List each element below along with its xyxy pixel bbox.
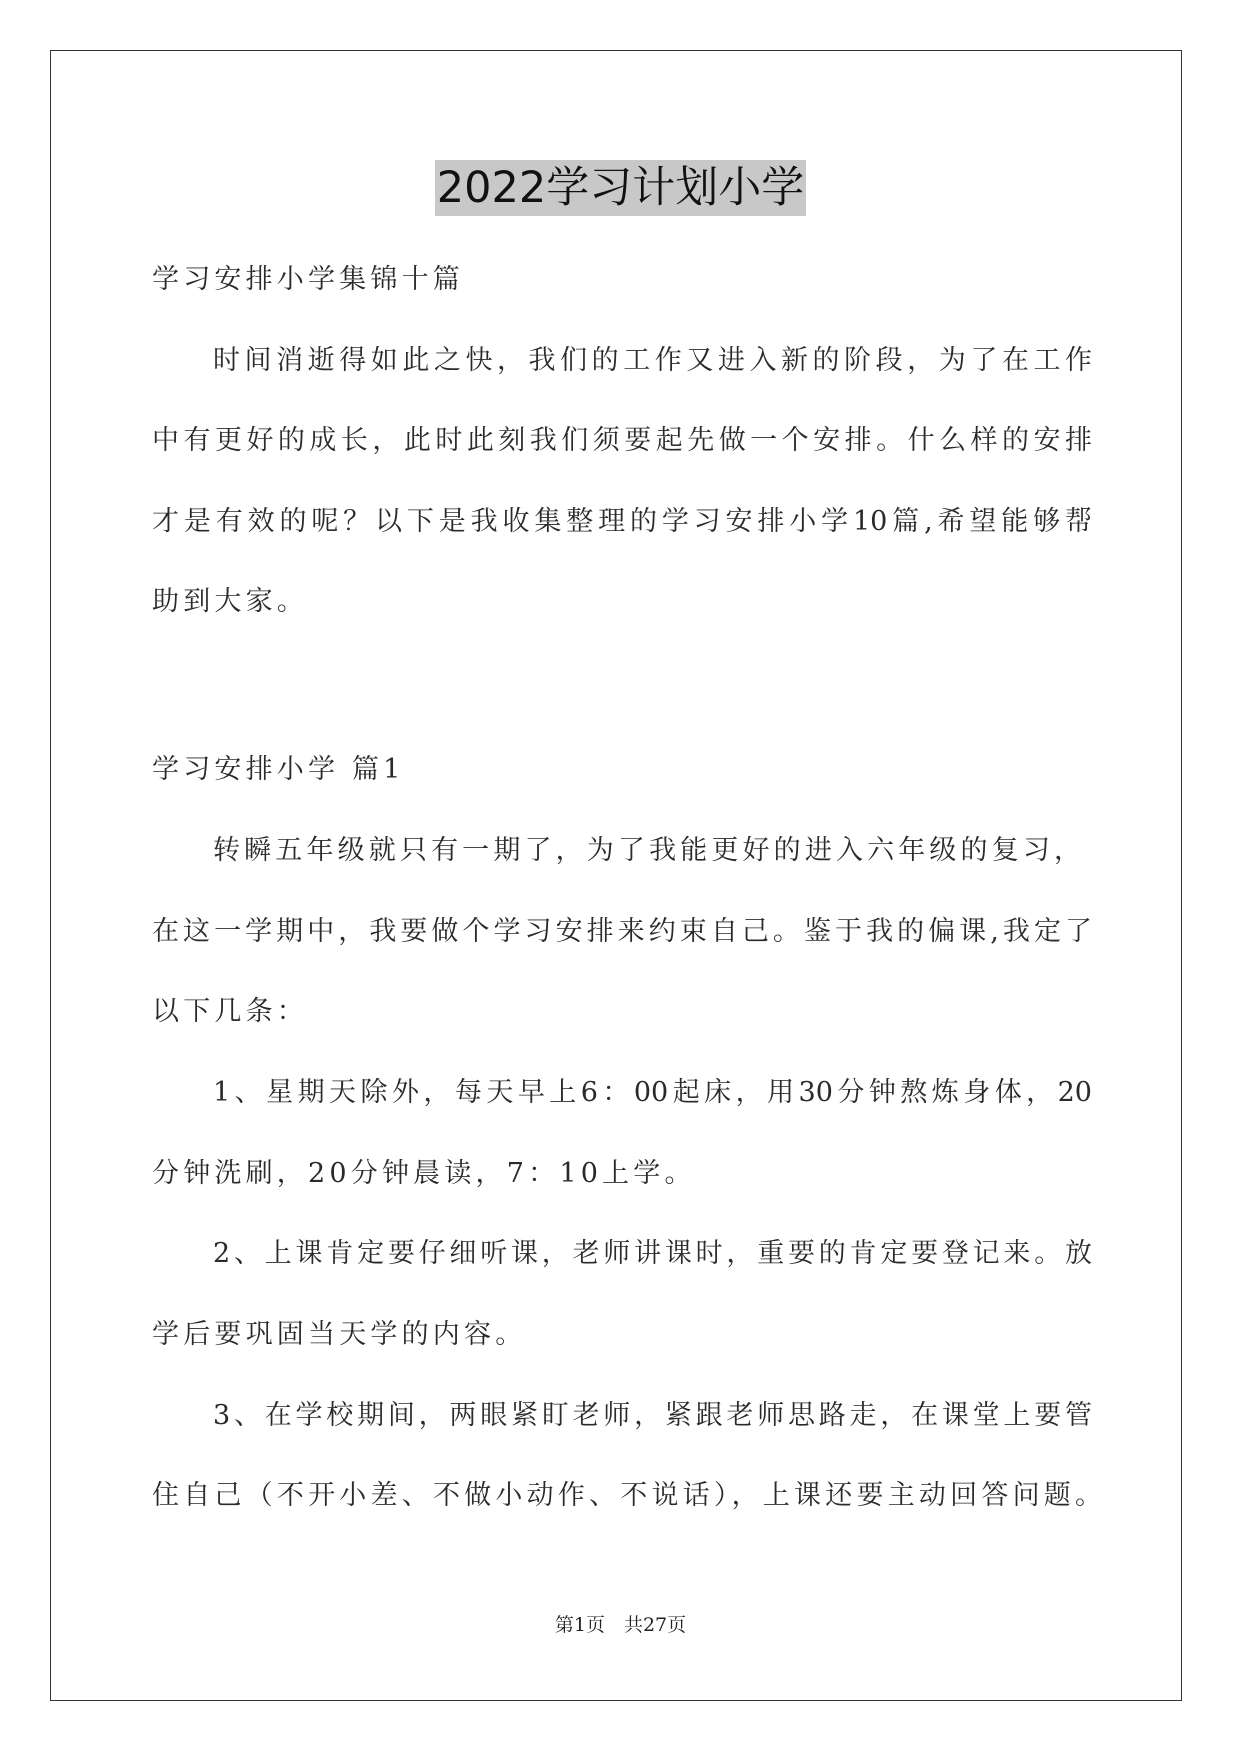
page-footer: 第1页 共27页 bbox=[554, 1614, 687, 1636]
section-heading: 学习安排小学 篇1 bbox=[152, 754, 405, 785]
paragraph-line: 住自己（不开小差、不做小动作、不说话），上课还要主动回答问题。 bbox=[152, 1480, 1102, 1511]
paragraph-line: 学后要巩固当天学的内容。 bbox=[152, 1319, 527, 1350]
paragraph-line: 2、上课肯定要仔细听课，老师讲课时，重要的肯定要登记来。放 bbox=[213, 1238, 1092, 1269]
paragraph-line: 分钟洗刷，20分钟晨读，7：10上学。 bbox=[152, 1158, 696, 1189]
paragraph-line: 以下几条： bbox=[152, 996, 308, 1027]
paragraph-line: 3、在学校期间，两眼紧盯老师，紧跟老师思路走，在课堂上要管 bbox=[213, 1400, 1092, 1431]
paragraph-line: 中有更好的成长，此时此刻我们须要起先做一个安排。什么样的安排 bbox=[152, 425, 1092, 456]
document-title: 2022学习计划小学 bbox=[435, 160, 806, 216]
paragraph-line: 在这一学期中，我要做个学习安排来约束自己。鉴于我的偏课,我定了 bbox=[152, 916, 1092, 947]
title-container bbox=[0, 160, 1241, 216]
paragraph-line: 助到大家。 bbox=[152, 586, 308, 617]
section-heading: 学习安排小学集锦十篇 bbox=[152, 264, 464, 295]
paragraph-line: 1、星期天除外，每天早上6：00起床，用30分钟熬炼身体，20 bbox=[213, 1077, 1092, 1108]
paragraph-line: 转瞬五年级就只有一期了，为了我能更好的进入六年级的复习， bbox=[213, 835, 1081, 866]
paragraph-line: 时间消逝得如此之快，我们的工作又进入新的阶段，为了在工作 bbox=[213, 345, 1092, 376]
paragraph-line: 才是有效的呢？以下是我收集整理的学习安排小学10篇,希望能够帮 bbox=[152, 506, 1092, 537]
